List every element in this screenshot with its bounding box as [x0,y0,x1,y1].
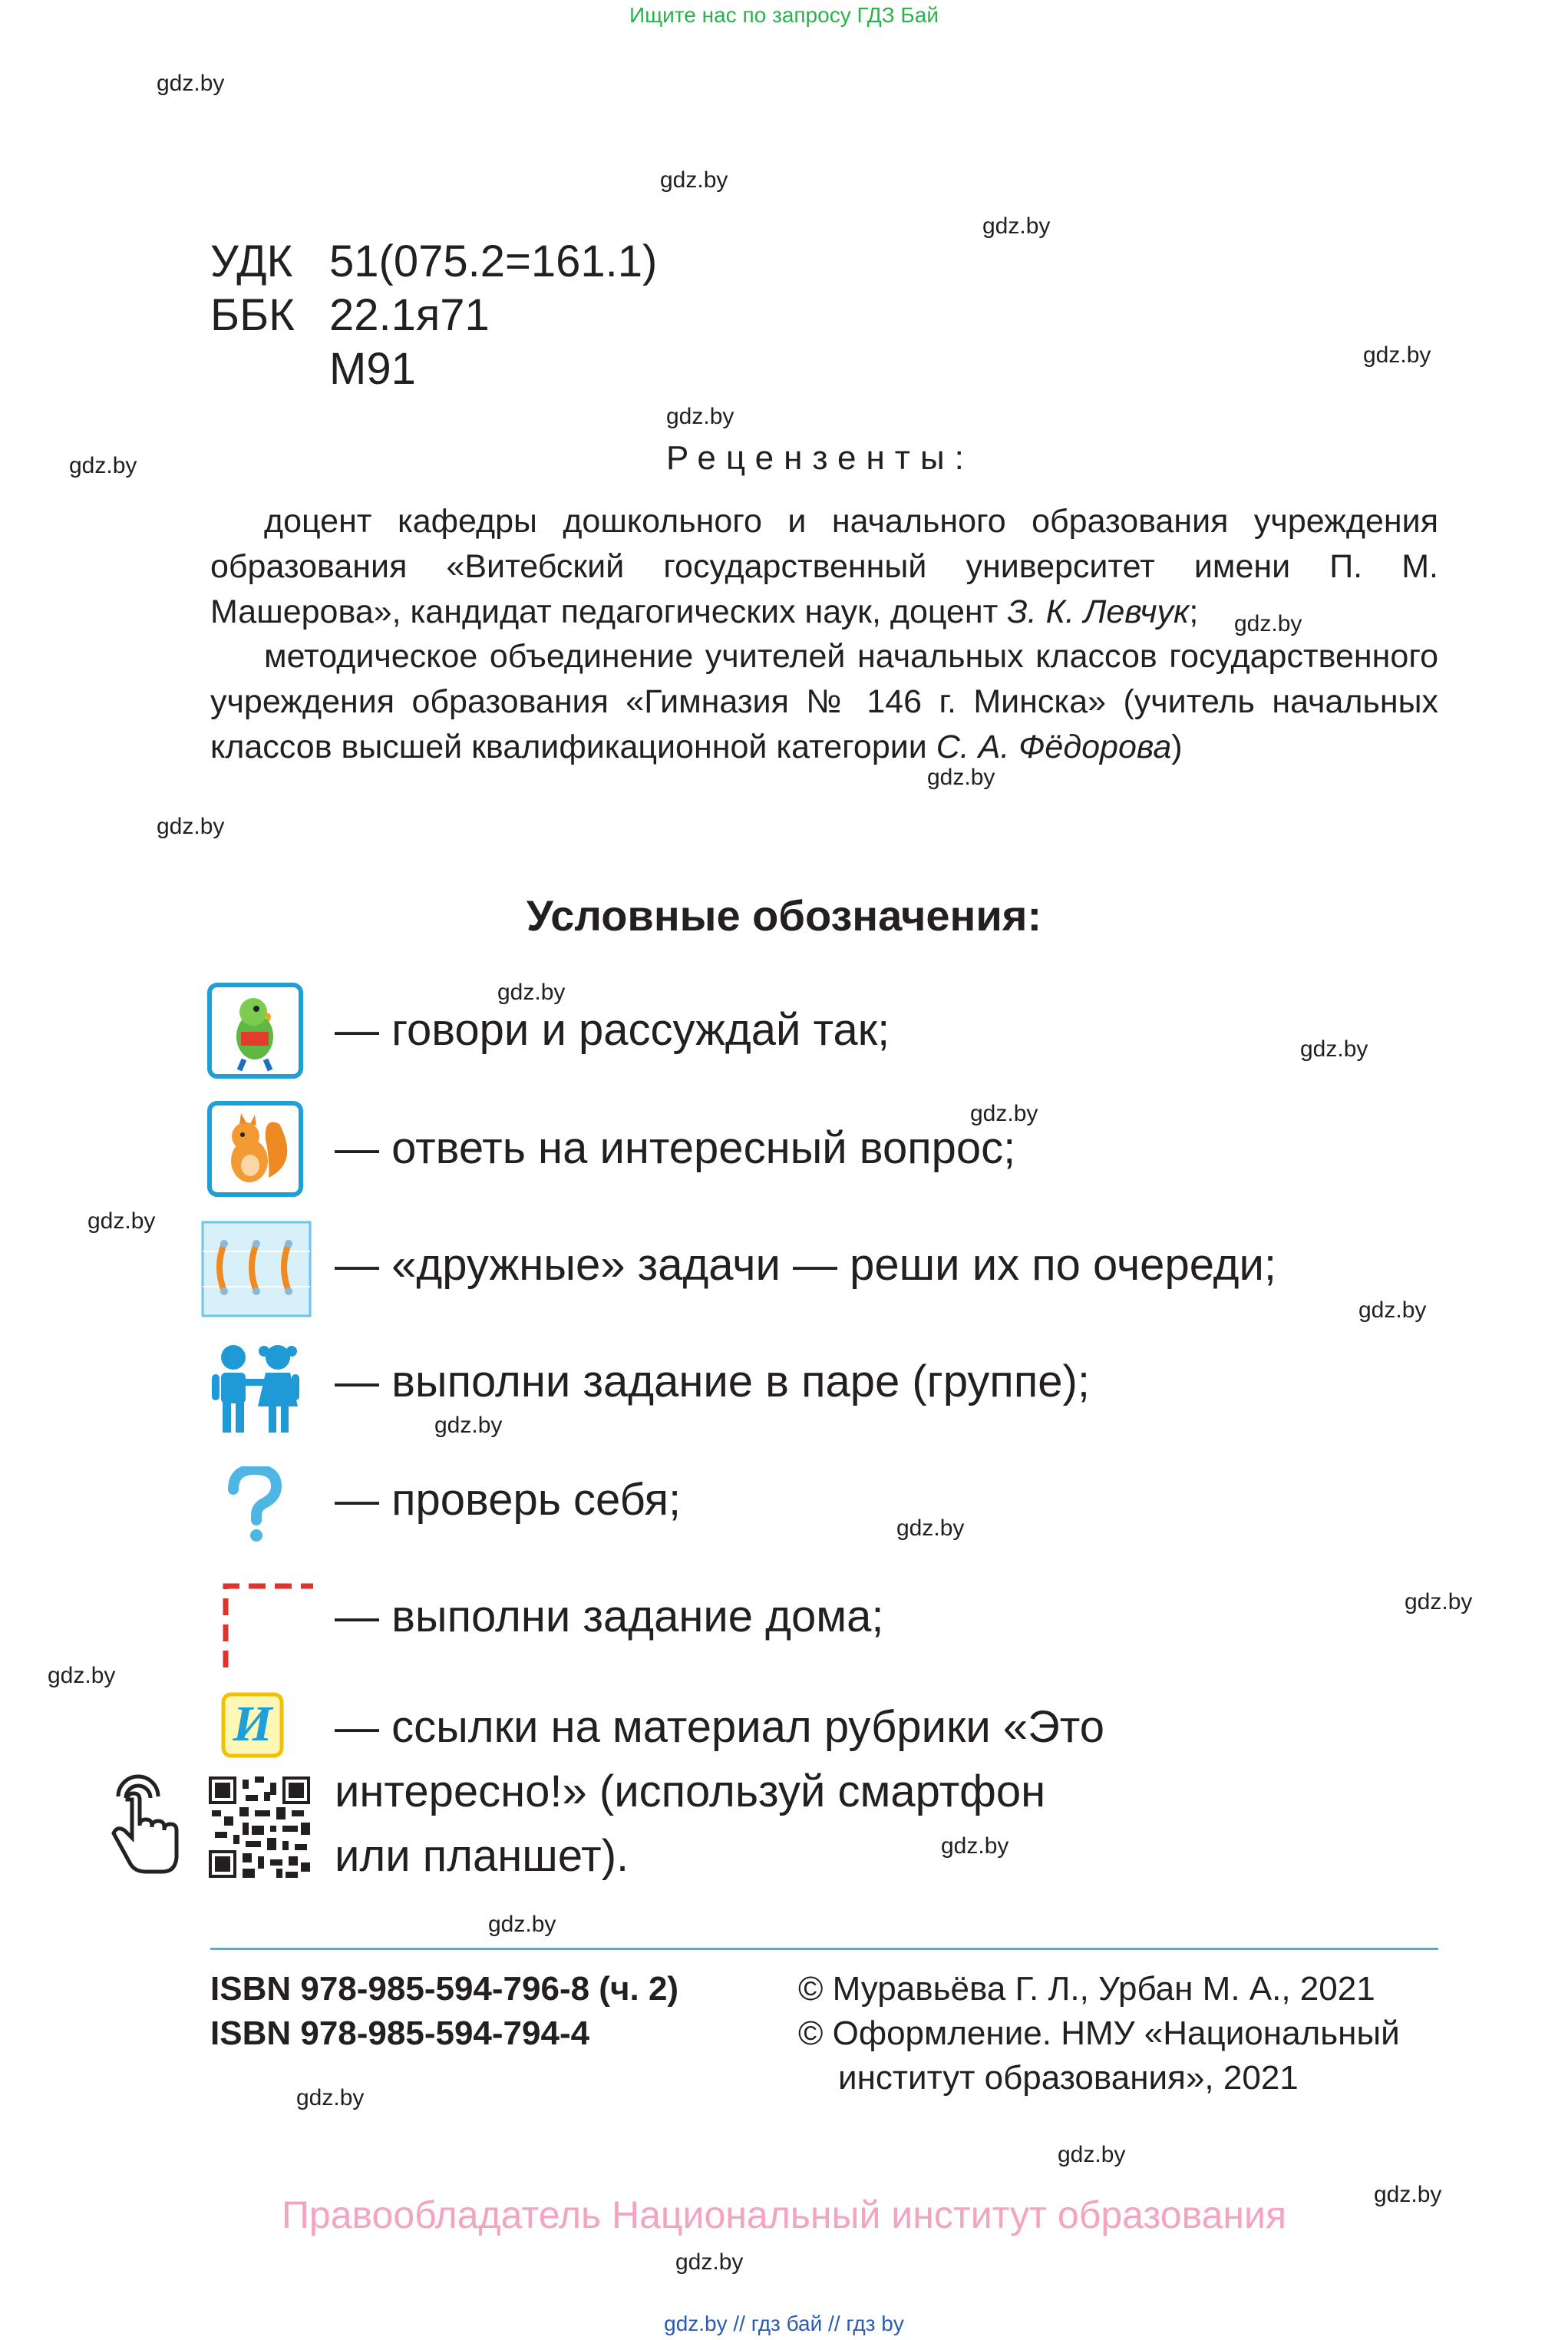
legend-item-homework: — выполни задание дома; [335,1591,884,1641]
legend-item-self-check: — проверь себя; [335,1475,682,1525]
isbn-part: ISBN 978-985-594-796-8 (ч. 2) [210,1970,679,2008]
udk-label: УДК [210,236,293,286]
watermark: gdz.by [157,814,225,839]
bbk-label: ББК [210,290,295,340]
rights-holder: Правообладатель Национальный институт образования [281,2193,1287,2236]
bbk-line [210,289,490,342]
legend-item-reason: — говори и рассуждай так; [335,1005,890,1055]
legend-item-interesting-links-cont: или планшет). [335,1831,629,1881]
reviewers-title: Рецензенты: [666,439,974,477]
watermark: gdz.by [69,453,137,478]
bottom-links[interactable]: gdz.by // гдз бай // гдз by [664,2312,904,2335]
reviewer-name: З. К. Левчук [1007,593,1190,630]
author-mark: М91 [329,344,416,394]
watermark: gdz.by [296,2085,365,2110]
tap-hand-icon [103,1766,183,1876]
legend-item-pair-work: — выполни задание в паре (группе); [335,1357,1090,1406]
watermark: gdz.by [1374,2182,1442,2207]
watermark: gdz.by [497,980,566,1005]
watermark: gdz.by [48,1663,116,1688]
top-banner[interactable]: Ищите нас по запросу ГДЗ Бай [629,3,939,27]
legend-title: Условные обозначения: [526,891,1042,940]
copyright-design: © Оформление. НМУ «Национальный [798,2014,1400,2052]
reviewer-name: С. А. Фёдорова [936,729,1172,765]
watermark: gdz.by [927,765,995,790]
watermark: gdz.by [1358,1297,1427,1323]
squirrel-icon [207,1101,303,1197]
reviewer-paragraph-2: методическое объединение учителей начальных классов государственного учреждения образования «Гимназия № 146 г. Минска» (учитель начальных классов высшей квалификационной категории С. А. Фёдорова) [210,638,1438,765]
reviewer-paragraph-1: доцент кафедры дошкольного и начального образования учреждения образования «Витебский государственный университет имени П. М. Машерова», кандидат педагогических наук, доцент З. К. Левчук; [210,503,1438,630]
pair-children-icon [206,1340,305,1436]
watermark: gdz.by [488,1912,556,1937]
parrot-icon [207,983,303,1079]
copyright-authors: © Муравьёва Г. Л., Урбан М. А., 2021 [798,1970,1375,2008]
watermark: gdz.by [970,1101,1038,1126]
qr-code-icon [209,1776,310,1878]
divider [210,1948,1438,1950]
letter-i-icon [221,1692,284,1758]
udk-line [210,235,658,289]
watermark: gdz.by [434,1413,503,1438]
watermark: gdz.by [87,1208,156,1234]
watermark: gdz.by [896,1515,965,1541]
udk-code: 51(075.2=161.1) [329,236,658,286]
watermark: gdz.by [1058,2142,1126,2167]
legend-item-question: — ответь на интересный вопрос; [335,1123,1016,1173]
spiral-binding-icon [201,1221,312,1317]
watermark: gdz.by [982,213,1051,239]
watermark: gdz.by [1363,342,1431,368]
copyright-design-cont: институт образования», 2021 [838,2059,1299,2097]
question-mark-icon [223,1466,284,1543]
letter-i-glyph: И [233,1696,272,1752]
legend-item-linked-tasks: — «дружные» задачи — реши их по очереди; [335,1240,1277,1290]
watermark: gdz.by [941,1833,1009,1859]
isbn-set: ISBN 978-985-594-794-4 [210,2014,590,2052]
watermark: gdz.by [660,167,728,193]
legend-item-interesting-links-cont: интересно!» (используй смартфон [335,1767,1046,1816]
legend-item-interesting-links: — ссылки на материал рубрики «Это [335,1702,1104,1752]
watermark: gdz.by [1234,611,1302,636]
watermark: gdz.by [675,2249,744,2275]
watermark: gdz.by [1300,1036,1368,1062]
watermark: gdz.by [666,404,734,429]
watermark: gdz.by [157,71,225,96]
home-corner-icon [218,1578,316,1671]
watermark: gdz.by [1405,1589,1473,1615]
bbk-code: 22.1я71 [329,290,490,340]
